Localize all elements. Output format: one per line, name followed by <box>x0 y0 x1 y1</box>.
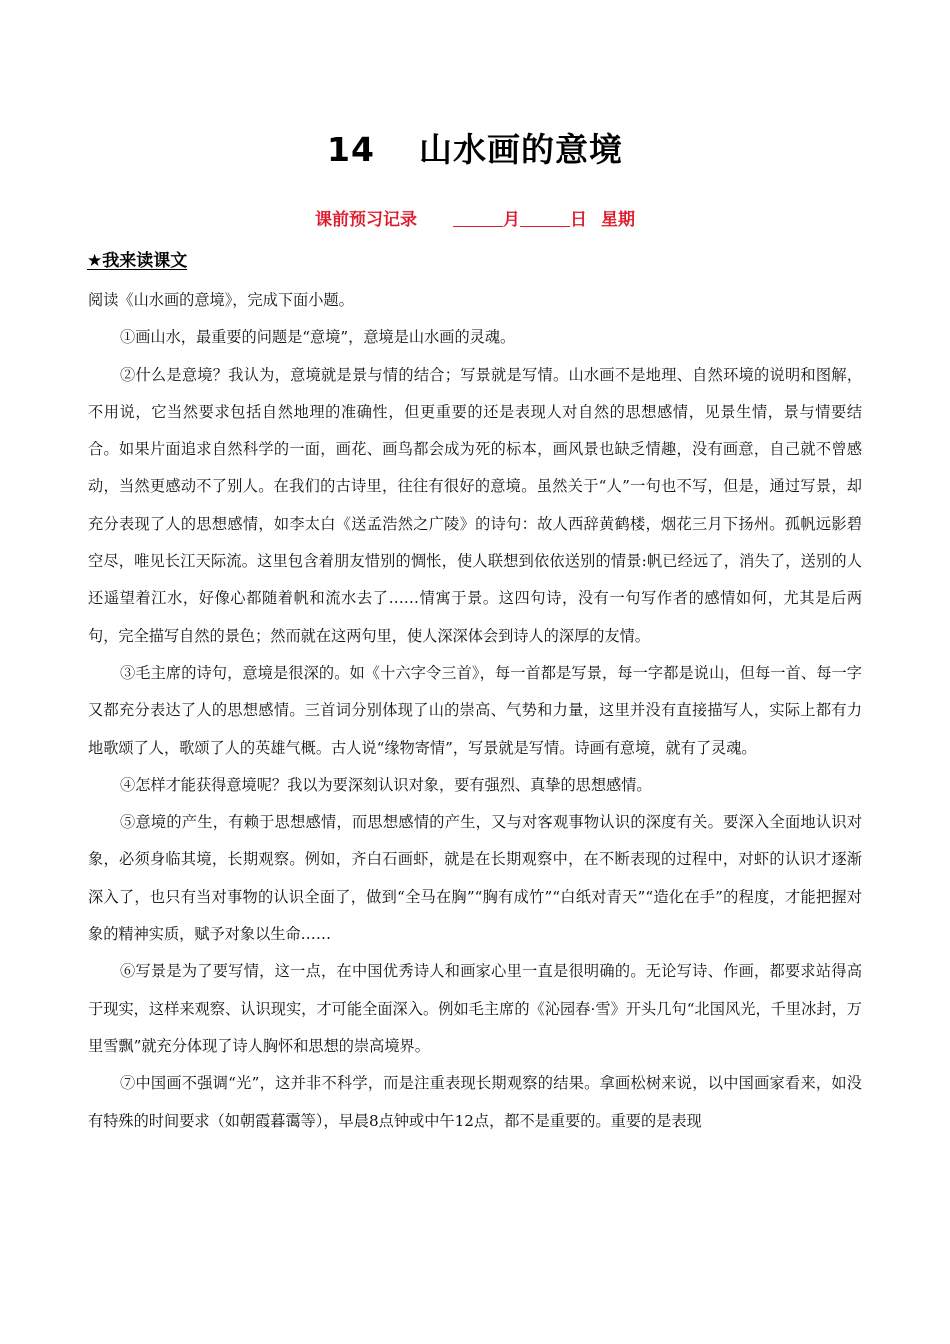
section-heading: ★我来读课文 <box>87 251 188 271</box>
day-blank <box>520 210 570 227</box>
paragraph-5: ⑤意境的产生，有赖于思想感情，而思想感情的产生，又与对客观事物认识的深度有关。要深入全面地认识对象，必须身临其境，长期观察。例如，齐白石画虾，就是在长期观察中，在不断表现的过程中，对虾的认识才逐渐深入了，也只有当对事物的认识全面了，做到“全马在胸”“胸有成竹”“白纸对青天”“造化在手”的程度，才能把握对象的精神实质，赋予对象以生命…… <box>88 813 862 944</box>
month-blank <box>453 210 503 227</box>
paragraph-1: ①画山水，最重要的问题是“意境”，意境是山水画的灵魂。 <box>120 328 516 347</box>
paragraph-7: ⑦中国画不强调“光”，这并非不科学，而是注重表现长期观察的结果。拿画松树来说，以中国画家看来，如没有特殊的时间要求（如朝霞暮霭等），早晨8点钟或中午12点，都不是重要的。重要的是表现 <box>88 1074 862 1130</box>
weekday-label: 星期 <box>601 210 635 230</box>
month-label: 月 <box>503 210 520 230</box>
paragraph-3: ③毛主席的诗句，意境是很深的。如《十六字令三首》，每一首都是写景，每一字都是说山，但每一首、每一字又都充分表达了人的思想感情。三首词分别体现了山的崇高、气势和力量，这里并没有直接描写人，实际上都有力地歌颂了人，歌颂了人的英雄气概。古人说“缘物寄情”，写景就是写情。诗画有意境，就有了灵魂。 <box>88 663 862 757</box>
article-body <box>88 282 862 1140</box>
paragraph-2: ②什么是意境？我认为，意境就是景与情的结合；写景就是写情。山水画不是地理、自然环境的说明和图解，不用说，它当然要求包括自然地理的准确性，但更重要的还是表现人对自然的思想感情，见景生情，景与情要结合。如果片面追求自然科学的一面，画花、画鸟都会成为死的标本，画风景也缺乏情趣，没有画意，自己就不曾感动，当然更感动不了别人。在我们的古诗里，往往有很好的意境。虽然关于“人”一句也不写，但是，通过写景，却充分表现了人的思想感情，如李太白《送孟浩然之广陵》的诗句：故人西辞黄鹤楼，烟花三月下扬州。孤帆远影碧空尽，唯见长江天际流。这里包含着朋友惜别的惆怅，使人联想到依依送别的情景:帆已经远了，消失了，送别的人还遥望着江水，好像心都随着帆和流水去了……情寓于景。这四句诗，没有一句写作者的感情如何，尤其是后两句，完全描写自然的景色；然而就在这两句里，使人深深体会到诗人的深厚的友情。 <box>88 365 862 645</box>
lesson-number: 14 <box>327 130 375 169</box>
paragraph-6: ⑥写景是为了要写情，这一点，在中国优秀诗人和画家心里一直是很明确的。无论写诗、作画，都要求站得高于现实，这样来观察、认识现实，才可能全面深入。例如毛主席的《沁园春·雪》开头几句“北国风光，千里冰封，万里雪飘”就充分体现了诗人胸怀和思想的崇高境界。 <box>88 962 862 1055</box>
paragraph-4: ④怎样才能获得意境呢？我以为要深刻认识对象，要有强烈、真挚的思想感情。 <box>120 775 652 794</box>
lesson-title: 山水画的意境 <box>418 130 623 169</box>
page-title <box>0 124 950 176</box>
reading-instruction: 阅读《山水画的意境》，完成下面小题。 <box>88 291 354 309</box>
preview-record-label: 课前预习记录 <box>315 210 417 230</box>
preview-record-line <box>0 205 950 235</box>
day-label: 日 <box>570 210 587 230</box>
